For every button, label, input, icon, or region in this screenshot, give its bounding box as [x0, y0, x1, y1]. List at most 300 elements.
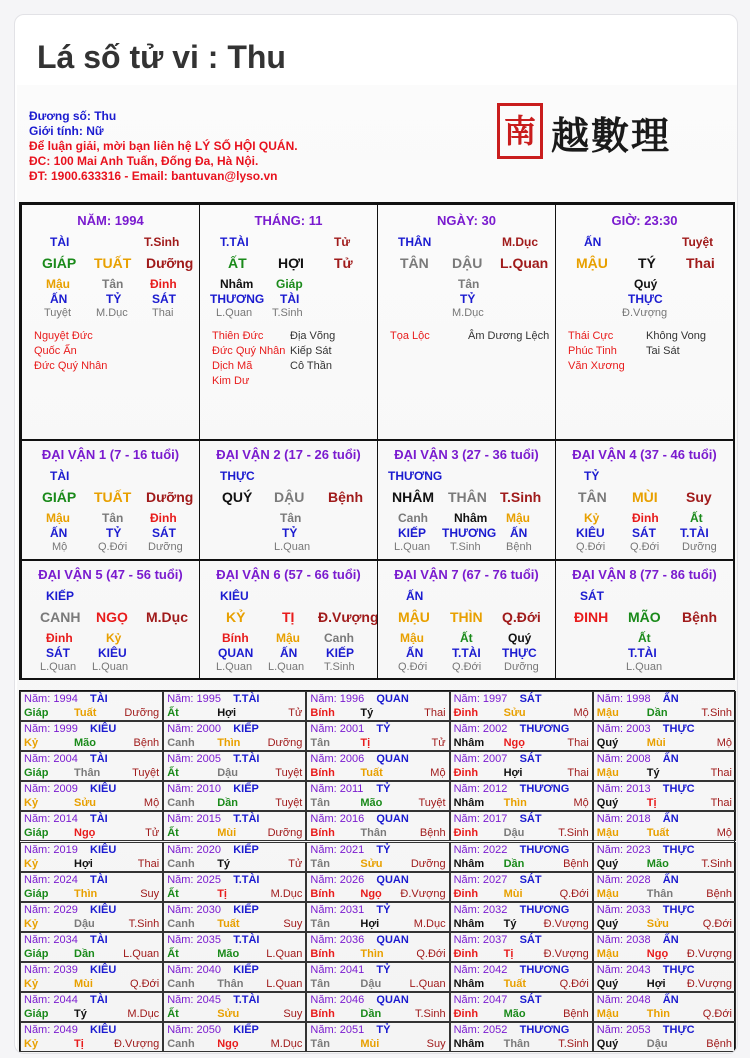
year-phase: Thai	[567, 737, 589, 750]
pillar-hidden: T.Sinh	[272, 307, 303, 319]
pillar-star: T.TÀI	[220, 235, 249, 249]
dai-van-hidden: Nhâm	[454, 511, 488, 525]
year-label: Năm: 2015	[167, 813, 221, 826]
page-title: Lá số tử vi : Thu	[37, 39, 286, 75]
dai-van-cell	[21, 440, 200, 560]
year-cell	[20, 721, 163, 751]
dai-van-cell	[21, 560, 200, 680]
pillar-hidden: Tân	[102, 277, 124, 291]
year-star: KIÊU	[90, 723, 117, 736]
year-label: Năm: 2040	[167, 963, 221, 976]
year-cell	[163, 751, 306, 781]
year-phase: T.Sinh	[128, 917, 160, 930]
dai-van-can-chi: ĐINH	[574, 609, 609, 625]
year-phase: Thai	[710, 797, 732, 810]
dai-van-hidden-star: ẤN	[50, 526, 68, 540]
dai-van-hidden-star: SÁT	[632, 526, 656, 540]
year-star: KIÊU	[90, 843, 117, 856]
dai-van-phase: Q.Đới	[630, 541, 660, 553]
year-phase: M.Dục	[413, 917, 446, 930]
pillar-hidden: TỶ	[106, 292, 122, 306]
dai-van-hidden-star: T.TÀI	[680, 526, 709, 540]
dai-van-hidden-star: TỶ	[282, 526, 298, 540]
year-can: Mậu	[596, 947, 619, 960]
pillar-hidden: L.Quan	[216, 307, 253, 319]
year-cell	[306, 842, 449, 872]
pillar-can-chi: MẬU	[576, 255, 608, 271]
year-row-top	[597, 753, 732, 765]
year-label: Năm: 2008	[596, 753, 651, 766]
year-label: Năm: 2050	[167, 1024, 221, 1037]
dai-van-can-chi: Bệnh	[328, 489, 363, 505]
year-label: Năm: 2014	[24, 813, 78, 826]
year-can: Giáp	[24, 767, 49, 780]
year-phase: Đ.Vượng	[686, 977, 732, 990]
year-label: Năm: 2005	[167, 753, 221, 766]
year-star: THỰC	[662, 903, 695, 916]
year-star: SÁT	[519, 933, 542, 946]
year-can: Canh	[167, 917, 195, 930]
pillar-can-chi: ẤT	[228, 255, 247, 271]
year-chi: Sửu	[646, 917, 669, 930]
year-label: Năm: 2047	[453, 994, 508, 1006]
pillar-hidden: Giáp	[276, 277, 303, 291]
year-row-top	[454, 874, 589, 886]
year-row-top	[24, 964, 159, 976]
year-row-top	[167, 783, 302, 795]
year-phase: Dưỡng	[410, 857, 446, 870]
year-cell	[450, 902, 593, 932]
dai-van-star: KIẾP	[46, 589, 75, 603]
year-row-top	[24, 1024, 159, 1036]
year-star: KIÊU	[90, 1024, 117, 1037]
stars-right	[290, 329, 335, 374]
year-row-top	[167, 753, 302, 765]
year-row-top	[597, 693, 732, 705]
year-row-top	[454, 783, 589, 795]
year-phase: Bệnh	[419, 827, 446, 840]
year-can: Nhâm	[453, 977, 485, 990]
year-cell	[593, 721, 736, 751]
dai-van-phase: L.Quan	[40, 661, 77, 673]
dai-van-phase: L.Quan	[268, 661, 305, 673]
year-star: T.TÀI	[233, 933, 260, 946]
year-row-top	[597, 813, 732, 825]
year-can: Mậu	[596, 887, 619, 900]
year-label: Năm: 2009	[24, 783, 78, 796]
pillar-header: GIỜ: 23:30	[611, 213, 678, 228]
dai-van-hidden: Mậu	[46, 511, 70, 525]
year-row-top	[167, 1024, 302, 1036]
pillar-can-chi: GIÁP	[42, 255, 77, 271]
year-chi: Dần	[360, 1008, 382, 1020]
year-can: Kỷ	[24, 857, 39, 870]
star-name: Dịch Mã	[212, 360, 253, 372]
year-can: Đinh	[453, 1008, 479, 1020]
stars-left	[568, 329, 625, 374]
year-label: Năm: 2010	[167, 783, 221, 796]
year-label: Năm: 2003	[596, 723, 651, 736]
star-name: Thái Cực	[568, 330, 614, 342]
star-name: Đức Quý Nhân	[34, 360, 108, 372]
year-can: Quý	[596, 797, 619, 810]
dai-van-hidden-star: QUAN	[218, 646, 254, 660]
year-chi: Tuất	[217, 917, 240, 930]
year-row-top	[24, 693, 159, 705]
year-cell	[306, 811, 449, 841]
year-star: THỰC	[662, 1024, 695, 1037]
dai-van-cell	[199, 440, 378, 560]
dai-van-header: ĐẠI VẬN 6 (57 - 66 tuổi)	[216, 567, 361, 582]
year-cell	[306, 1022, 449, 1052]
year-cell	[20, 902, 163, 932]
stars-left	[212, 329, 285, 389]
dai-van-can-chi: Q.Đới	[502, 609, 541, 625]
dai-van-hidden-star: KIẾP	[398, 526, 427, 540]
year-chi: Mão	[360, 797, 383, 810]
year-chi: Sửu	[74, 797, 97, 810]
year-star: THỰC	[662, 723, 695, 736]
year-label: Năm: 2053	[596, 1024, 651, 1037]
year-cell	[20, 992, 163, 1022]
year-label: Năm: 2013	[596, 783, 651, 796]
year-can: Giáp	[24, 707, 49, 719]
dai-van-cell	[555, 440, 734, 560]
year-phase: T.Sinh	[558, 827, 589, 840]
pillar-header: NGÀY: 30	[437, 213, 496, 228]
dai-van-hidden-star: ẤN	[406, 646, 424, 660]
year-row-top	[24, 904, 159, 916]
year-phase: Tử	[288, 707, 303, 719]
year-chi: Tị	[646, 797, 657, 810]
year-table	[19, 690, 735, 1052]
year-can: Canh	[167, 1038, 195, 1051]
pillar-hidden: SÁT	[152, 292, 176, 306]
dai-van-phase: Dưỡng	[148, 541, 183, 553]
dai-van-phase: L.Quan	[626, 661, 663, 673]
pillar-star: Tử	[334, 235, 351, 249]
year-phase: Bệnh	[563, 857, 589, 870]
year-row-top	[310, 1024, 445, 1036]
dai-van-can-chi: MÙI	[632, 489, 658, 505]
year-star: TÀI	[90, 994, 108, 1006]
gender-value: Nữ	[86, 124, 104, 138]
star-name: Tai Sát	[646, 345, 680, 357]
year-phase: Dưỡng	[267, 737, 303, 750]
year-can: Mậu	[596, 767, 619, 780]
year-can: Ất	[167, 827, 179, 840]
year-cell	[593, 691, 736, 721]
star-name: Cô Thần	[290, 360, 332, 372]
year-phase: Bệnh	[133, 737, 160, 750]
year-cell	[306, 751, 449, 781]
dai-van-can-chi: KỶ	[226, 609, 246, 625]
year-can: Ất	[167, 707, 179, 719]
year-phase: M.Dục	[270, 1038, 303, 1051]
dai-van-header: ĐẠI VẬN 7 (67 - 76 tuổi)	[394, 567, 539, 582]
year-row-top	[24, 994, 159, 1006]
dai-van-star: KIÊU	[220, 589, 249, 603]
year-star: T.TÀI	[233, 994, 260, 1006]
year-cell	[306, 962, 449, 992]
dai-van-can-chi: Dưỡng	[146, 489, 194, 505]
pillar-star: TÀI	[50, 235, 70, 249]
year-star: THƯƠNG	[519, 843, 570, 856]
year-phase: Suy	[426, 1038, 446, 1051]
dai-van-phase: T.Sinh	[450, 541, 481, 553]
year-can: Nhâm	[453, 1038, 485, 1051]
year-star: THƯƠNG	[519, 903, 570, 916]
year-row-top	[597, 844, 732, 856]
dai-van-cell	[555, 560, 734, 680]
pillar-can-chi: Tử	[334, 255, 353, 271]
year-chi: Mùi	[503, 887, 523, 900]
year-cell	[450, 751, 593, 781]
dai-van-phase: T.Sinh	[324, 661, 355, 673]
year-phase: Mộ	[716, 827, 732, 840]
year-cell	[593, 992, 736, 1022]
year-phase: Bệnh	[706, 1038, 732, 1051]
dai-van-header: ĐẠI VẬN 4 (37 - 46 tuổi)	[572, 447, 717, 462]
year-cell	[450, 842, 593, 872]
year-can: Tân	[310, 977, 330, 990]
star-name: Kim Dư	[212, 375, 250, 387]
year-row-top	[167, 934, 302, 946]
year-can: Bính	[310, 767, 335, 780]
year-cell	[163, 691, 306, 721]
year-star: QUAN	[376, 753, 409, 766]
year-chi: Dậu	[74, 917, 95, 930]
year-can: Giáp	[24, 1008, 49, 1020]
star-name: Tọa Lộc	[390, 330, 430, 342]
dai-van-hidden: Ất	[638, 631, 651, 645]
dai-van-phase: Dưỡng	[504, 661, 539, 673]
pillar-hidden: Tân	[458, 277, 480, 291]
year-label: Năm: 2004	[24, 753, 78, 766]
dai-van-cell	[199, 560, 378, 680]
year-can: Kỷ	[24, 797, 39, 810]
year-row-top	[454, 753, 589, 765]
year-can: Ất	[167, 887, 179, 900]
year-chi: Ngọ	[503, 737, 525, 750]
year-row-top	[454, 964, 589, 976]
year-label: Năm: 2048	[596, 994, 651, 1006]
year-can: Đinh	[453, 887, 479, 900]
year-phase: T.Sinh	[415, 1008, 446, 1020]
year-phase: Đ.Vượng	[400, 887, 446, 900]
year-cell	[306, 872, 449, 902]
year-can: Tân	[310, 917, 330, 930]
year-label: Năm: 2017	[453, 813, 508, 826]
year-can: Bính	[310, 1008, 335, 1020]
dai-van-phase: L.Quan	[394, 541, 431, 553]
year-phase: Đ.Vượng	[686, 947, 732, 960]
owner-name-line	[29, 109, 298, 124]
year-can: Canh	[167, 797, 195, 810]
year-star: KIẾP	[233, 963, 259, 976]
year-row-top	[310, 723, 445, 735]
year-chi: Dậu	[646, 1038, 668, 1051]
year-label: Năm: 2001	[310, 723, 365, 736]
dai-van-hidden-star: KIÊU	[576, 526, 605, 540]
dai-van-cell	[377, 560, 556, 680]
year-cell	[593, 842, 736, 872]
year-can: Ất	[167, 1008, 179, 1020]
year-chi: Ngọ	[217, 1038, 239, 1051]
year-star: QUAN	[376, 994, 409, 1006]
year-star: THỰC	[662, 783, 695, 796]
year-row-top	[24, 874, 159, 886]
pillar-star: T.Sinh	[144, 235, 180, 249]
dai-van-can-chi: THÌN	[450, 609, 483, 625]
year-chi: Ngọ	[646, 947, 669, 960]
year-cell	[306, 932, 449, 962]
year-phase: Thai	[137, 857, 160, 870]
year-can: Canh	[167, 977, 195, 990]
dai-van-phase: L.Quan	[216, 661, 253, 673]
year-chi: Hợi	[646, 977, 666, 990]
year-chi: Sửu	[217, 1008, 240, 1020]
dai-van-can-chi: GIÁP	[42, 489, 77, 505]
year-cell	[20, 932, 163, 962]
year-chi: Mùi	[646, 737, 666, 750]
year-star: QUAN	[376, 873, 409, 886]
tu-vi-chart	[17, 85, 737, 1053]
year-cell	[593, 902, 736, 932]
pillar-can-chi: DẬU	[452, 255, 483, 271]
year-cell	[593, 751, 736, 781]
gender-line	[29, 124, 298, 139]
year-phase: T.Sinh	[558, 1038, 589, 1051]
year-chi: Mùi	[74, 977, 93, 990]
dai-van-hidden-star: SÁT	[46, 646, 70, 660]
year-phase: Tuyệt	[132, 767, 160, 780]
year-can: Đinh	[453, 767, 479, 780]
pillar-can-chi: L.Quan	[500, 255, 549, 271]
year-label: Năm: 2025	[167, 873, 221, 886]
year-chi: Mão	[646, 857, 669, 870]
year-chi: Dần	[74, 947, 95, 960]
year-chi: Mão	[503, 1008, 526, 1020]
year-chi: Hợi	[74, 857, 93, 870]
phone-line: ĐT: 1900.633316 - Email: bantuvan@lyso.vn	[29, 169, 278, 183]
year-label: Năm: 2045	[167, 994, 221, 1006]
year-phase: Dưỡng	[124, 707, 160, 719]
dai-van-can-chi: NHÂM	[392, 489, 434, 505]
year-cell	[163, 992, 306, 1022]
year-chi: Thìn	[74, 887, 98, 900]
year-label: Năm: 2051	[310, 1024, 365, 1037]
dai-van-phase: Dưỡng	[682, 541, 717, 553]
year-phase: L.Quan	[266, 947, 303, 960]
dai-van-can-chi: QUÝ	[222, 489, 253, 505]
year-label: Năm: 2033	[596, 903, 651, 916]
year-can: Mậu	[596, 827, 619, 840]
year-star: KIẾP	[233, 843, 259, 856]
year-label: Năm: 2016	[310, 813, 365, 826]
year-chi: Tý	[360, 707, 374, 719]
year-can: Ất	[167, 947, 179, 960]
dai-van-hidden: Ất	[690, 511, 703, 525]
dai-van-can-chi: THÂN	[448, 489, 487, 505]
year-row-top	[310, 753, 445, 765]
year-can: Quý	[596, 977, 619, 990]
dai-van-hidden: Mậu	[400, 631, 424, 645]
year-label: Năm: 2043	[596, 963, 651, 976]
year-cell	[593, 962, 736, 992]
dai-van-can-chi: MẬU	[398, 609, 430, 625]
year-row-top	[454, 904, 589, 916]
year-star: TỶ	[376, 963, 391, 976]
year-row-top	[454, 693, 589, 705]
year-row-top	[454, 1024, 589, 1036]
year-row-top	[454, 844, 589, 856]
year-cell	[20, 962, 163, 992]
pillar-can-chi: HỢI	[278, 255, 304, 271]
dai-van-phase: Q.Đới	[452, 661, 482, 673]
pillar-cell	[555, 204, 734, 440]
year-label: Năm: 2041	[310, 963, 365, 976]
year-star: THƯƠNG	[519, 783, 570, 796]
pillar-hidden: Mậu	[46, 277, 70, 291]
contact-line: Để luận giải, mời bạn liên hệ LÝ SỐ HỘI QUÁN.	[29, 139, 298, 153]
year-cell	[450, 811, 593, 841]
star-name: Thiên Đức	[212, 330, 264, 342]
year-cell	[20, 811, 163, 841]
year-cell	[163, 781, 306, 811]
dai-van-can-chi: TỊ	[282, 609, 295, 625]
year-chi: Thân	[360, 827, 387, 840]
year-star: KIÊU	[90, 783, 117, 796]
year-cell	[306, 691, 449, 721]
year-chi: Mão	[74, 737, 96, 750]
year-label: Năm: 2012	[453, 783, 508, 796]
year-phase: Đ.Vượng	[543, 917, 589, 930]
year-row-top	[310, 783, 445, 795]
year-label: Năm: 2022	[453, 843, 508, 856]
year-chi: Thân	[217, 977, 244, 990]
year-phase: Mộ	[430, 767, 446, 780]
dai-van-star: TỶ	[584, 469, 600, 483]
year-star: ẤN	[662, 693, 679, 705]
year-star: TỶ	[376, 1024, 391, 1037]
year-star: TỶ	[376, 783, 391, 796]
year-phase: L.Quan	[409, 977, 446, 990]
pillar-hidden: M.Dục	[452, 307, 484, 319]
year-star: TÀI	[90, 753, 108, 766]
year-star: KIẾP	[233, 723, 259, 736]
pillars-grid	[19, 202, 735, 680]
year-chi: Sửu	[360, 857, 383, 870]
chart-card	[14, 14, 738, 1054]
year-label: Năm: 2018	[596, 813, 651, 826]
owner-info	[29, 109, 298, 184]
year-cell	[163, 872, 306, 902]
pillar-cell	[21, 204, 200, 440]
year-chi: Tuất	[360, 767, 383, 780]
year-star: THỰC	[662, 963, 695, 976]
year-label: Năm: 1998	[596, 693, 651, 705]
star-name: Phúc Tinh	[568, 345, 617, 357]
year-label: Năm: 2020	[167, 843, 221, 856]
pillar-hidden: Quý	[634, 277, 658, 291]
pillar-star: M.Dục	[502, 235, 538, 249]
pillar-header: THÁNG: 11	[254, 213, 323, 228]
year-chi: Dần	[217, 797, 238, 810]
year-chi: Tuất	[646, 827, 670, 840]
pillar-star: Tuyệt	[682, 235, 714, 249]
address-line: ĐC: 100 Mai Anh Tuấn, Đống Đa, Hà Nội.	[29, 154, 259, 168]
